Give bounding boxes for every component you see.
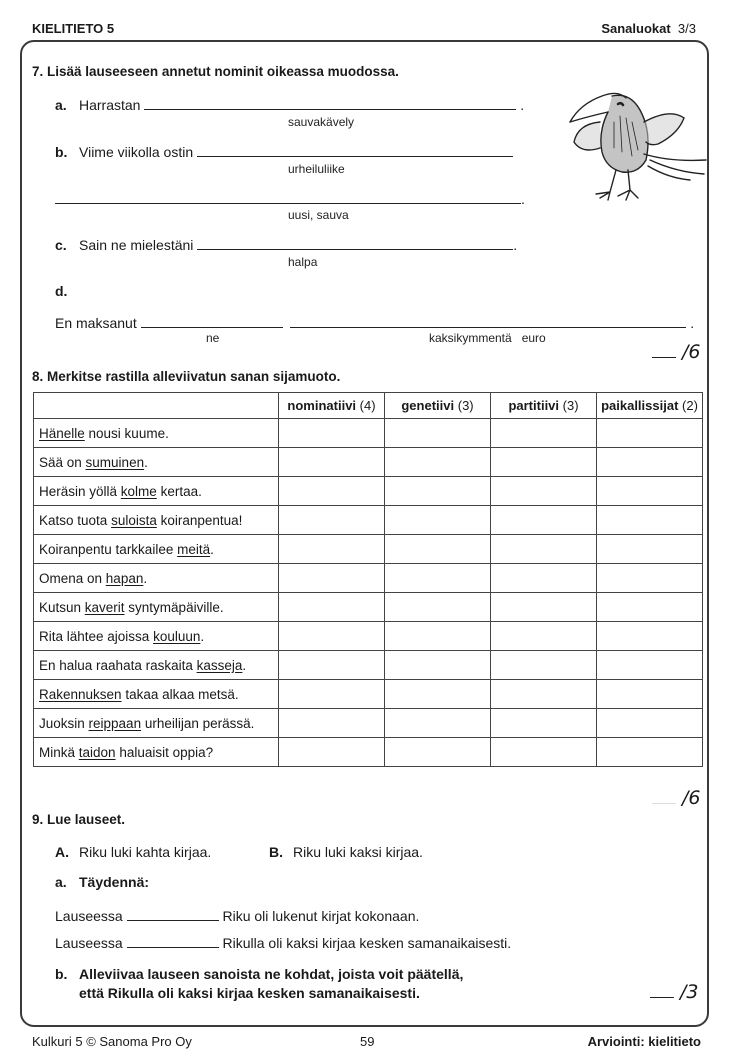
table-row: [34, 477, 703, 506]
sentence-text-after: .: [200, 628, 205, 644]
checkbox-cell-paikallissijat[interactable]: [597, 651, 703, 680]
task7-d-hint-2: kaksikymmentä euro: [429, 331, 546, 345]
task7-a-answer-blank[interactable]: [144, 95, 516, 110]
underlined-word: kolme: [120, 483, 157, 499]
checkbox-cell-paikallissijat[interactable]: [597, 680, 703, 709]
checkbox-cell-partitiivi[interactable]: [491, 448, 597, 477]
sentence-text-after: takaa alkaa metsä.: [121, 686, 239, 702]
checkbox-cell-paikallissijat[interactable]: [597, 564, 703, 593]
underlined-word: meitä: [177, 541, 211, 557]
checkbox-cell-paikallissijat[interactable]: [597, 448, 703, 477]
sentence-cell: [34, 738, 279, 767]
crow-illustration-icon: [560, 82, 710, 202]
sentence-cell: [34, 593, 279, 622]
checkbox-cell-nominatiivi[interactable]: [279, 738, 385, 767]
sentence-text-before: Katso tuota: [39, 512, 112, 528]
sentence-cell: [34, 622, 279, 651]
task7-b-answer-blank-2[interactable]: [55, 189, 521, 204]
task9-sentence-b-text: Riku luki kaksi kirjaa.: [293, 844, 423, 860]
section-page: 3/3: [677, 21, 696, 36]
sentence-cell: [34, 564, 279, 593]
task9-a-answer-blank-1[interactable]: [127, 906, 219, 921]
checkbox-cell-genetiivi[interactable]: [385, 448, 491, 477]
task8-score-blank[interactable]: [652, 803, 676, 804]
checkbox-cell-paikallissijat[interactable]: [597, 622, 703, 651]
sentence-text-after: .: [143, 570, 148, 586]
task9-a-heading: [55, 874, 149, 890]
sentence-text-before: Kutsun: [39, 599, 85, 615]
task9-a-line1-post: Riku oli lukenut kirjat kokonaan.: [222, 908, 420, 924]
task7-b-hint-2: uusi, sauva: [288, 208, 349, 222]
task9-sentence-b-label: B.: [269, 844, 283, 860]
table-row: [34, 448, 703, 477]
table-row: [34, 651, 703, 680]
task7-b-answer-blank-1[interactable]: [197, 142, 513, 157]
table-row: [34, 709, 703, 738]
task9-sentence-a-text: Riku luki kahta kirjaa.: [79, 844, 212, 860]
checkbox-cell-partitiivi[interactable]: [491, 477, 597, 506]
checkbox-cell-genetiivi[interactable]: [385, 564, 491, 593]
table-row: [34, 535, 703, 564]
task7-d-label: d.: [55, 283, 68, 299]
task8-score: [652, 787, 701, 809]
underlined-word: reippaan: [88, 715, 142, 731]
underlined-word: Rakennuksen: [39, 686, 122, 702]
task7-score-total: /6: [682, 341, 701, 363]
checkbox-cell-nominatiivi[interactable]: [279, 622, 385, 651]
task7-d-answer-blank-2[interactable]: [290, 313, 686, 328]
task7-a-end: .: [520, 97, 525, 113]
checkbox-cell-genetiivi[interactable]: [385, 622, 491, 651]
table-row: [34, 680, 703, 709]
checkbox-cell-paikallissijat[interactable]: [597, 477, 703, 506]
book-title: KIELITIETO 5: [32, 21, 115, 36]
sentence-text-after: urheilijan perässä.: [141, 715, 255, 731]
checkbox-cell-genetiivi[interactable]: [385, 477, 491, 506]
sentence-text-before: Minkä: [39, 744, 79, 760]
task9-sentence-a: [55, 844, 211, 860]
checkbox-cell-genetiivi[interactable]: [385, 593, 491, 622]
checkbox-cell-nominatiivi[interactable]: [279, 651, 385, 680]
checkbox-cell-nominatiivi[interactable]: [279, 419, 385, 448]
sentence-text-after: haluaisit oppia?: [115, 744, 214, 760]
task7-c-end: .: [513, 237, 518, 253]
task7-a-label: a.: [55, 97, 67, 113]
section-title: Sanaluokat: [601, 21, 671, 36]
task7-c: [55, 235, 517, 253]
table-row: [34, 738, 703, 767]
task9-a-label: a.: [55, 874, 67, 890]
checkbox-cell-nominatiivi[interactable]: [279, 535, 385, 564]
task9-b-label: b.: [55, 966, 68, 982]
sentence-text-before: En halua raahata raskaita: [39, 657, 197, 673]
underlined-word: hapan: [105, 570, 144, 586]
sentence-cell: [34, 448, 279, 477]
sentence-cell: [34, 535, 279, 564]
task7-b-label: b.: [55, 144, 68, 160]
sentence-cell: [34, 651, 279, 680]
sentence-text-before: Heräsin yöllä: [39, 483, 121, 499]
table-row: [34, 593, 703, 622]
task9-a-line2-post: Rikulla oli kaksi kirjaa kesken samanaikaisesti.: [222, 935, 512, 951]
checkbox-cell-nominatiivi[interactable]: [279, 593, 385, 622]
table-row: [34, 419, 703, 448]
task9-score-blank[interactable]: [650, 997, 674, 998]
task7-b-line2: [55, 189, 525, 207]
checkbox-cell-partitiivi[interactable]: [491, 506, 597, 535]
sentence-text-after: kertaa.: [156, 483, 202, 499]
sentence-cell: [34, 477, 279, 506]
task9-a-line2: [55, 933, 511, 951]
checkbox-cell-genetiivi[interactable]: [385, 738, 491, 767]
task9-a-answer-blank-2[interactable]: [127, 933, 219, 948]
underlined-word: sumuinen: [85, 454, 145, 470]
checkbox-cell-partitiivi[interactable]: [491, 738, 597, 767]
checkbox-cell-paikallissijat[interactable]: [597, 506, 703, 535]
checkbox-cell-genetiivi[interactable]: [385, 506, 491, 535]
table-row: [34, 564, 703, 593]
checkbox-cell-partitiivi[interactable]: [491, 419, 597, 448]
task7-c-label: c.: [55, 237, 67, 253]
task7-c-hint: halpa: [288, 255, 318, 269]
task7-score-blank[interactable]: [652, 357, 676, 358]
task9-b-line1: Alleviivaa lauseen sanoista ne kohdat, joista voit päätellä,: [79, 966, 464, 982]
task7-b-hint-1: urheiluliike: [288, 162, 345, 176]
checkbox-cell-partitiivi[interactable]: [491, 651, 597, 680]
case-table-header: [34, 393, 703, 419]
checkbox-cell-genetiivi[interactable]: [385, 651, 491, 680]
checkbox-cell-nominatiivi[interactable]: [279, 680, 385, 709]
task9-b-line2: että Rikulla oli kaksi kirjaa kesken samanaikaisesti.: [79, 985, 420, 1001]
task7-b-text: Viime viikolla ostin: [79, 144, 194, 160]
task8-score-total: /6: [682, 787, 701, 809]
sentence-text-after: syntymäpäiville.: [124, 599, 224, 615]
footer-page-number: 59: [360, 1034, 375, 1049]
section-label: [601, 21, 696, 36]
sentence-text-before: Rita lähtee ajoissa: [39, 628, 154, 644]
checkbox-cell-partitiivi[interactable]: [491, 535, 597, 564]
checkbox-cell-nominatiivi[interactable]: [279, 448, 385, 477]
sentence-text-before: Omena on: [39, 570, 106, 586]
task7-score: [652, 341, 701, 363]
task9-b: [55, 965, 463, 1003]
task9-a-line2-pre: Lauseessa: [55, 935, 123, 951]
checkbox-cell-partitiivi[interactable]: [491, 709, 597, 738]
checkbox-cell-partitiivi[interactable]: [491, 564, 597, 593]
footer-assessment-label: Arviointi: kielitieto: [587, 1034, 701, 1049]
task7-d-answer-blank-1[interactable]: [141, 313, 283, 328]
task9-a-title: Täydennä:: [79, 874, 150, 890]
underlined-word: Hänelle: [39, 425, 85, 441]
sentence-text-after: .: [210, 541, 214, 557]
checkbox-cell-nominatiivi[interactable]: [279, 506, 385, 535]
task7-d-hint-1: ne: [206, 331, 220, 345]
header-paikallissijat: paikallissijat (2): [597, 393, 703, 419]
table-row: [34, 622, 703, 651]
task9-score: [650, 981, 699, 1003]
checkbox-cell-genetiivi[interactable]: [385, 680, 491, 709]
task9-sentence-b: [269, 844, 423, 860]
task7-d-end: .: [690, 315, 695, 331]
task7-title: 7. Lisää lauseeseen annetut nominit oikeassa muodossa.: [32, 64, 399, 79]
table-row: [34, 506, 703, 535]
sentence-cell: [34, 419, 279, 448]
checkbox-cell-paikallissijat[interactable]: [597, 738, 703, 767]
checkbox-cell-genetiivi[interactable]: [385, 419, 491, 448]
sentence-text-after: .: [242, 657, 247, 673]
sentence-cell: [34, 506, 279, 535]
task7-b-end: .: [521, 191, 525, 207]
header-partitiivi: partitiivi (3): [491, 393, 597, 419]
task8-title: 8. Merkitse rastilla alleviivatun sanan sijamuoto.: [32, 369, 341, 384]
task7-d-text: En maksanut: [55, 315, 137, 331]
checkbox-cell-paikallissijat[interactable]: [597, 593, 703, 622]
checkbox-cell-genetiivi[interactable]: [385, 535, 491, 564]
task9-score-total: /3: [680, 981, 699, 1003]
footer-copyright: Kulkuri 5 © Sanoma Pro Oy: [32, 1034, 192, 1049]
sentence-cell: [34, 680, 279, 709]
underlined-word: kasseja: [196, 657, 243, 673]
checkbox-cell-nominatiivi[interactable]: [279, 564, 385, 593]
checkbox-cell-genetiivi[interactable]: [385, 709, 491, 738]
checkbox-cell-nominatiivi[interactable]: [279, 477, 385, 506]
case-table: [33, 392, 703, 767]
checkbox-cell-partitiivi[interactable]: [491, 622, 597, 651]
task9-a-line1: [55, 906, 419, 924]
underlined-word: kaverit: [84, 599, 125, 615]
sentence-text-before: Juoksin: [39, 715, 89, 731]
checkbox-cell-nominatiivi[interactable]: [279, 709, 385, 738]
task7-a-hint: sauvakävely: [288, 115, 355, 129]
task9-a-line1-pre: Lauseessa: [55, 908, 123, 924]
task9-sentence-a-label: A.: [55, 844, 69, 860]
task7-c-answer-blank[interactable]: [197, 235, 513, 250]
checkbox-cell-partitiivi[interactable]: [491, 593, 597, 622]
sentence-text-after: nousi kuume.: [84, 425, 169, 441]
sentence-text-before: Koiranpentu tarkkailee: [39, 541, 178, 557]
underlined-word: taidon: [78, 744, 116, 760]
task9-title: 9. Lue lauseet.: [32, 812, 126, 827]
sentence-text-after: koiranpentua!: [156, 512, 243, 528]
task7-a: [55, 95, 524, 113]
task7-d: [55, 313, 694, 331]
task7-c-text: Sain ne mielestäni: [79, 237, 194, 253]
header-nominatiivi: nominatiivi (4): [279, 393, 385, 419]
checkbox-cell-paikallissijat[interactable]: [597, 709, 703, 738]
task7-b: [55, 142, 513, 160]
checkbox-cell-paikallissijat[interactable]: [597, 419, 703, 448]
header-genetiivi: genetiivi (3): [385, 393, 491, 419]
underlined-word: suloista: [111, 512, 157, 528]
sentence-text-before: Sää on: [39, 454, 86, 470]
header-empty: [34, 393, 279, 419]
sentence-cell: [34, 709, 279, 738]
checkbox-cell-paikallissijat[interactable]: [597, 535, 703, 564]
underlined-word: kouluun: [153, 628, 201, 644]
sentence-text-after: .: [144, 454, 148, 470]
task7-a-text: Harrastan: [79, 97, 141, 113]
checkbox-cell-partitiivi[interactable]: [491, 680, 597, 709]
